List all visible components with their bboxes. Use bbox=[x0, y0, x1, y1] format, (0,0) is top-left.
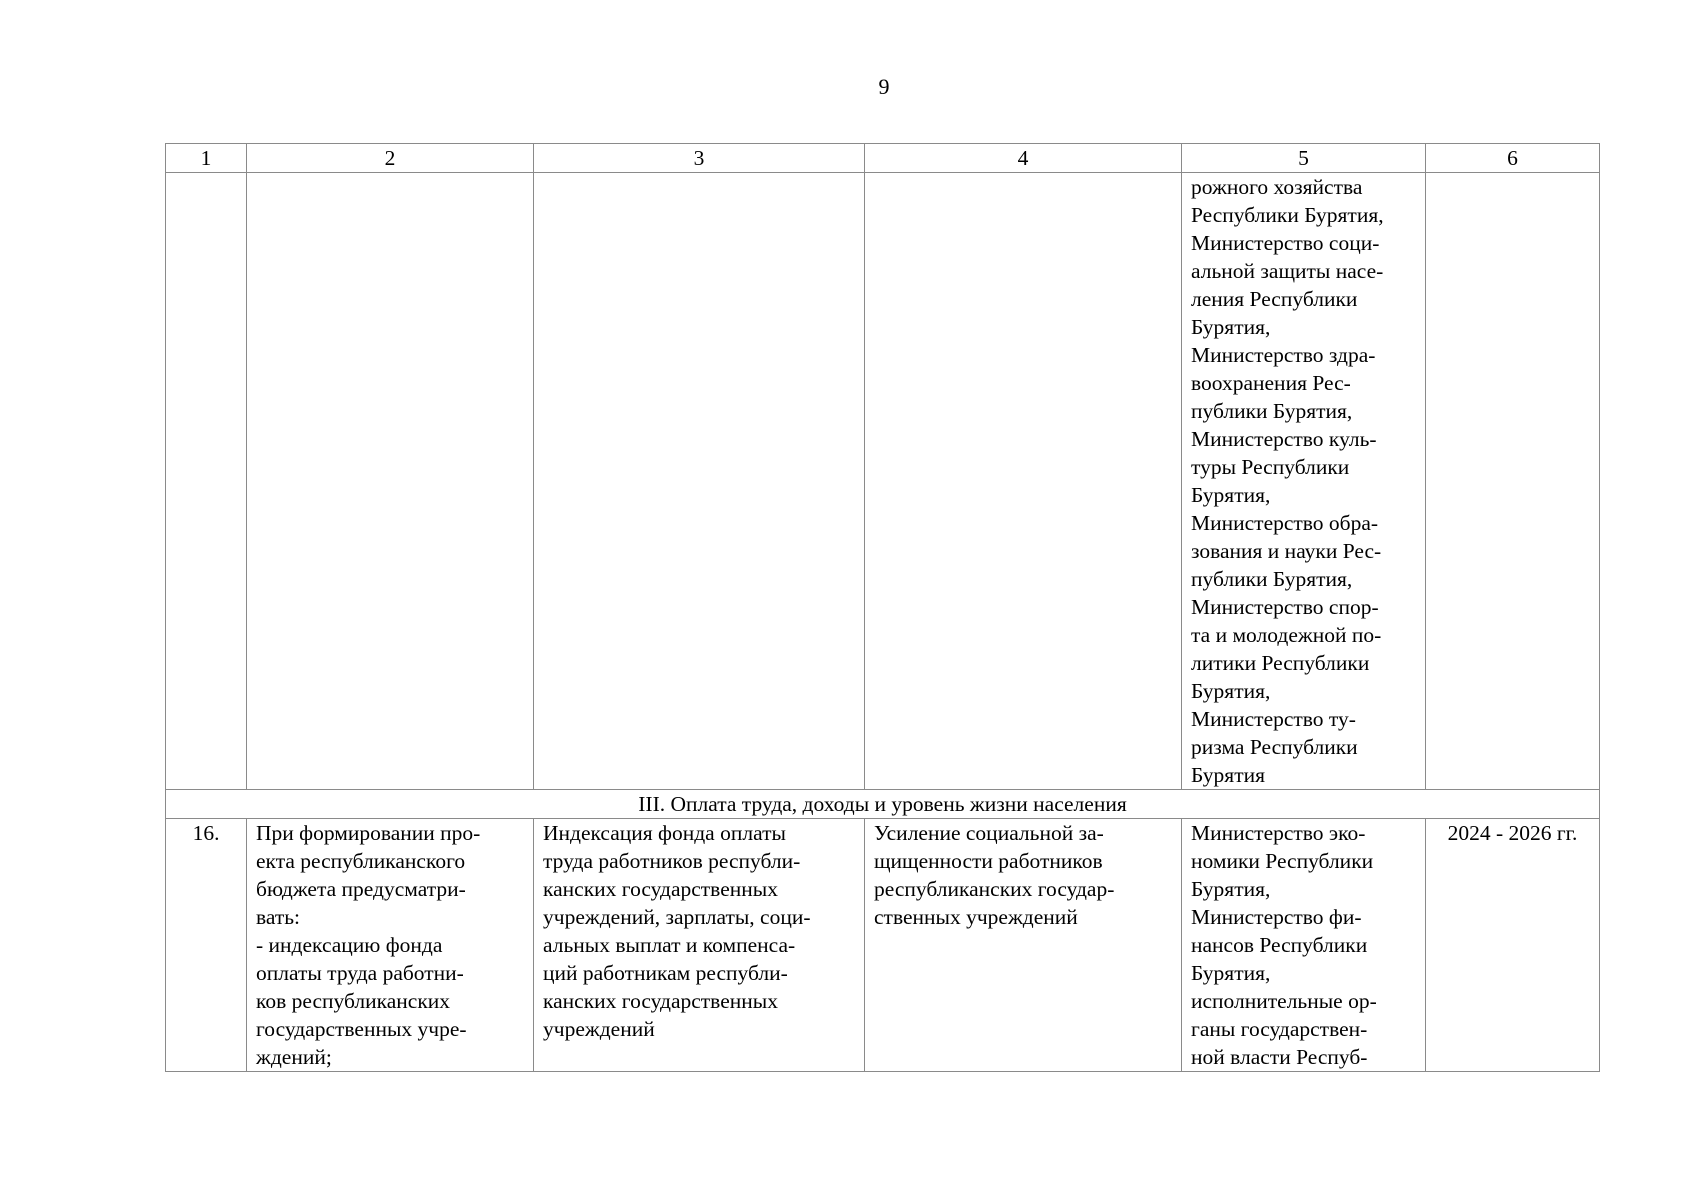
text-line: Министерство спор- bbox=[1191, 595, 1379, 619]
continuation-cell-executors bbox=[1182, 173, 1426, 790]
row-number: 16. bbox=[166, 819, 247, 1072]
column-number-3: 3 bbox=[534, 144, 865, 173]
text-line: государственных учре- bbox=[256, 1017, 467, 1041]
text-line: ризма Республики bbox=[1191, 735, 1358, 759]
text-line: республиканских государ- bbox=[874, 877, 1115, 901]
text-line: публики Бурятия, bbox=[1191, 567, 1353, 591]
text-line: Бурятия, bbox=[1191, 679, 1271, 703]
text-line: бюджета предусматри- bbox=[256, 877, 466, 901]
text-line: ганы государствен- bbox=[1191, 1017, 1368, 1041]
continuation-cell-4 bbox=[865, 173, 1182, 790]
text-line: вать: bbox=[256, 905, 301, 929]
text-line: Усиление социальной за- bbox=[874, 821, 1104, 845]
text-line: ственных учреждений bbox=[874, 905, 1078, 929]
text-line: Республики Бурятия, bbox=[1191, 203, 1384, 227]
text-line: Бурятия, bbox=[1191, 483, 1271, 507]
text-line: Министерство здра- bbox=[1191, 343, 1376, 367]
section-heading-row bbox=[166, 790, 1600, 819]
text-line: рожного хозяйства bbox=[1191, 175, 1363, 199]
text-line: альных выплат и компенса- bbox=[543, 933, 796, 957]
text-line: Министерство фи- bbox=[1191, 905, 1362, 929]
text-line: ждений; bbox=[256, 1045, 332, 1069]
text-line: Бурятия, bbox=[1191, 877, 1271, 901]
text-line: ной власти Респуб- bbox=[1191, 1045, 1368, 1069]
measure-cell bbox=[247, 819, 534, 1072]
continuation-cell-3 bbox=[534, 173, 865, 790]
text-line: канских государственных bbox=[543, 877, 778, 901]
text-line: туры Республики bbox=[1191, 455, 1350, 479]
text-line: Бурятия bbox=[1191, 763, 1265, 787]
text-line: оплаты труда работни- bbox=[256, 961, 464, 985]
text-line: Министерство эко- bbox=[1191, 821, 1366, 845]
text-line: ления Республики bbox=[1191, 287, 1358, 311]
text-line: нансов Республики bbox=[1191, 933, 1368, 957]
text-line: канских государственных bbox=[543, 989, 778, 1013]
deadline-cell: 2024 - 2026 гг. bbox=[1426, 819, 1600, 1072]
text-line: учреждений, зарплаты, соци- bbox=[543, 905, 811, 929]
text-line: Министерство обра- bbox=[1191, 511, 1379, 535]
text-line: Министерство соци- bbox=[1191, 231, 1380, 255]
text-line: воохранения Рес- bbox=[1191, 371, 1351, 395]
text-line: - индексацию фонда bbox=[256, 933, 443, 957]
text-line: труда работников республи- bbox=[543, 849, 801, 873]
measures-table bbox=[165, 143, 1600, 1072]
text-line: зования и науки Рес- bbox=[1191, 539, 1382, 563]
column-number-6: 6 bbox=[1426, 144, 1600, 173]
text-line: ков республиканских bbox=[256, 989, 451, 1013]
text-line: щищенности работников bbox=[874, 849, 1103, 873]
continuation-cell-6 bbox=[1426, 173, 1600, 790]
table-row-16 bbox=[166, 819, 1600, 1072]
text-line: Министерство ту- bbox=[1191, 707, 1356, 731]
text-line: учреждений bbox=[543, 1017, 655, 1041]
text-line: исполнительные ор- bbox=[1191, 989, 1377, 1013]
column-number-2: 2 bbox=[247, 144, 534, 173]
text-line: та и молодежной по- bbox=[1191, 623, 1382, 647]
column-number-1: 1 bbox=[166, 144, 247, 173]
column-number-5: 5 bbox=[1182, 144, 1426, 173]
text-line: Министерство куль- bbox=[1191, 427, 1377, 451]
text-line: альной защиты насе- bbox=[1191, 259, 1384, 283]
executors-cell bbox=[1182, 819, 1426, 1072]
text-line: литики Республики bbox=[1191, 651, 1370, 675]
text-line: публики Бурятия, bbox=[1191, 399, 1353, 423]
text-line: ций работникам республи- bbox=[543, 961, 788, 985]
column-number-row bbox=[166, 144, 1600, 173]
text-line: екта республиканского bbox=[256, 849, 466, 873]
text-line: Бурятия, bbox=[1191, 315, 1271, 339]
text-line: номики Республики bbox=[1191, 849, 1374, 873]
text-line: При формировании про- bbox=[256, 821, 481, 845]
text-line: Индексация фонда оплаты bbox=[543, 821, 786, 845]
text-line: Бурятия, bbox=[1191, 961, 1271, 985]
expected-result-cell bbox=[534, 819, 865, 1072]
page-number: 9 bbox=[878, 74, 890, 99]
continuation-cell-2 bbox=[247, 173, 534, 790]
section-title: III. Оплата труда, доходы и уровень жизни населения bbox=[166, 790, 1600, 819]
continuation-row bbox=[166, 173, 1600, 790]
goal-cell bbox=[865, 819, 1182, 1072]
column-number-4: 4 bbox=[865, 144, 1182, 173]
continuation-cell-1 bbox=[166, 173, 247, 790]
